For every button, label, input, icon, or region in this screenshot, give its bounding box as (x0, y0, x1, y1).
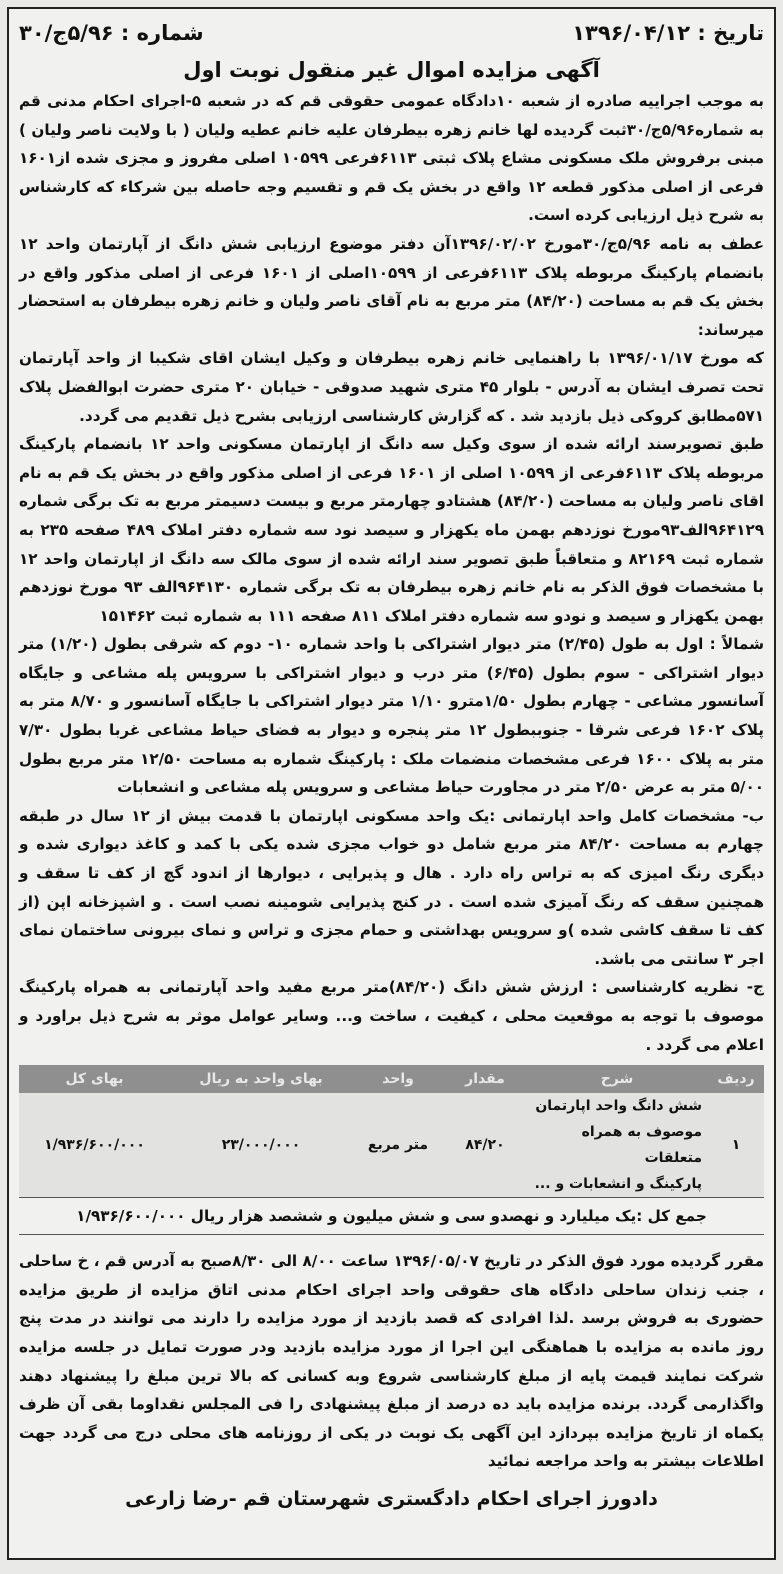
col-header-total: بهای کل (19, 1065, 170, 1093)
paragraph-intro: به موجب اجراییه صادره از شعبه ۱۰دادگاه عمومی حقوقی قم که در شعبه ۵-اجرای احکام مدنی قم به شماره۵/۹۶ج/۳۰ثبت گردیده لها خانم زهره بیطرفان علیه خانم عطیه ولیان ( با ولایت ناصر ولیان ) مبنی برفروش ملک مسکونی مشاع پلاک ثبتی ۶۱۱۳فرعی ۱۰۵۹۹ اصلی مفروز و مجزی شده از۱۶۰۱ فرعی از اصلی مذکور قطعه ۱۲ واقع در بخش یک قم و تقسیم وجه حاصله بین شرکاء که کارشناس به شرح ذیل ارزیابی کرده است. (19, 92, 765, 225)
table-row (19, 1093, 764, 1197)
col-header-description: شرح (526, 1065, 708, 1093)
paragraph-deed: طبق تصویرسند ارائه شده از سوی وکیل سه دانگ از اپارتمان مسکونی واحد ۱۲ بانضمام پارکینگ مربوطه پلاک ۶۱۱۳فرعی از ۱۰۵۹۹ اصلی از ۱۶۰۱ فرعی از اصلی مذکور واقع در بخش یک قم به نام اقای ناصر ولیان به مساحت (۸۴/۲۰) هشتادو چهارمتر مربع و بیست دسیمتر مربع به تک برگی شماره ۹۶۴۱۲۹الف۹۳مورخ نوزدهم بهمن ماه یکهزار و سیصد نود سه شماره دفتر املاک ۴۸۹ صفحه ۲۳۵ به شماره ثبت ۸۲۱۶۹ و متعاقباً طبق تصویر سند ارائه شده از سوی مالک سه دانگ از اپارتمان واحد ۱۲ با مشخصات فوق الذکر به نام خانم زهره بیطرفان به تک برگی شماره ۹۶۴۱۳۰الف ۹۳ مورخ نوزدهم بهمن یکهزار و سیصد و نودو سه شماره دفتر املاک ۸۱۱ صفحه ۱۱۱ به شماره ثبت ۱۵۱۴۶۲ (19, 435, 765, 625)
cell-unit: متر مربع (352, 1093, 444, 1197)
grand-total: جمع کل :یک میلیارد و نهصدو سی و شش میلیون و ششصد هزار ریال ۱/۹۳۶/۶۰۰/۰۰۰ (19, 1197, 764, 1235)
notice-sheet (7, 7, 776, 1560)
notice-body (19, 87, 764, 1059)
header-line (19, 13, 764, 53)
paragraph-specs: ب- مشخصات کامل واحد اپارتمانی :یک واحد مسکونی اپارتمان با قدمت بیش از ۱۲ سال در طبقه چهارم به مساحت ۸۴/۲۰ متر مربع شامل دو خواب مجزی شده یکی با کمد و کاغذ دیواری شده و دیگری رنگ امیزی که به تراس راه دارد . هال و پذیرایی ، دیوارها از اندود گچ از کف تا سقف و همچنین سقف که رنگ آمیزی شده است . در کنج پذیرایی شومینه نصب است . و اشپزخانه اپن (از کف تا سقف کاشی شده )و سرویس بهداشتی و حمام مجزی و تراس و نمای بیرونی ساختمان نمای اجر ۳ سانتی می باشد. (19, 806, 764, 968)
notice-date: تاریخ : ۱۳۹۶/۰۴/۱۲ (572, 21, 764, 45)
desc-line: پارکینگ و انشعابات و ... (534, 1176, 702, 1193)
desc-line: موصوف به همراه متعلقات (581, 1124, 702, 1167)
cell-unit-price: ۲۳/۰۰۰/۰۰۰ (170, 1093, 352, 1197)
cell-quantity: ۸۴/۲۰ (444, 1093, 526, 1197)
notice-title: آگهی مزایده اموال غیر منقول نوبت اول (183, 58, 600, 82)
col-header-quantity: مقدار (444, 1065, 526, 1093)
col-header-unit: واحد (352, 1065, 444, 1093)
valuation-table (19, 1065, 764, 1197)
col-header-unit-price: بهای واحد به ریال (170, 1065, 352, 1093)
col-header-row-no: ردیف (708, 1065, 764, 1093)
paragraph-visit: که مورخ ۱۳۹۶/۰۱/۱۷ با راهنمایی خانم زهره بیطرفان و وکیل ایشان اقای شکیبا از واحد آپارتمان تحت تصرف ایشان به آدرس - بلوار ۴۵ متری شهید صدوقی - خیابان ۲۰ متری حضرت ابوالفضل پلاک ۵۷۱مطابق کروکی ذیل بازدید شد . که گزارش کارشناسی ارزیابی بشرح ذیل تقدیم می گردد. (19, 349, 764, 425)
paragraph-boundaries: شمالاً : اول به طول (۲/۴۵) متر دیوار اشتراکی با واحد شماره ۱۰- دوم که شرقی بطول (۱/۲۰) متر دیوار اشتراکی - سوم بطول (۶/۴۵) متر درب و دیوار اشتراکی با سرویس پله مشاعی و جایگاه آسانسور مشاعی - چهارم بطول ۱/۵۰مترو ۱/۱۰ متر دیوار اشتراکی با جایگاه آسانسور و ۸/۷۰ متر به پلاک ۱۶۰۲ فرعی شرقا - جنوببطول ۱۲ متر پنجره و دیوار به فضای حیاط مشاعی غربا بطول ۷/۳۰ متر به پلاک ۱۶۰۰ فرعی مشخصات منضمات ملک : پارکینگ شماره به مساحت ۱۲/۵۰ متر مربع بطول ۵/۰۰ متر به عرض ۲/۵۰ متر در مجاورت حیاط مشاعی و سرویس پله مشاعی و انشعابات (19, 635, 765, 797)
cell-row-no: ۱ (708, 1093, 764, 1197)
desc-line: شش دانگ واحد اپارتمان (535, 1098, 702, 1115)
cell-description (526, 1093, 708, 1197)
paragraph-auction-details: مقرر گردیده مورد فوق الذکر در تاریخ ۱۳۹۶/۰۵/۰۷ ساعت ۸/۰۰ الی ۸/۳۰صبح به آدرس قم ، خ ساحلی ، جنب زندان ساحلی دادگاه های حقوقی واحد اجرای احکام مدنی اتاق مزایده از طریق مزایده حضوری به فروش برسد .لذا افرادی که قصد بازدید از مورد مزایده را دارند می توانند در مدت پنج روز مانده به مزایده با هماهنگی این اجرا از مورد مزایده بازدید ودر صورت تمایل در جلسه مزایده شرکت نمایند قیمت پایه از مبلغ کارشناسی شروع وبه کسانی که بالا ترین مبلغ را پیشنهاد دهند واگذارمی گردد. برنده مزایده باید ده درصد از مبلغ پیشنهادی را فی المجلس نقداوما بقی آن ظرف یکماه از تاریخ مزایده بپردازد این آگهی یک نوبت در یکی از روزنامه های محلی درج می گردد جهت اطلاعات بیشتر به واحد مراجعه نمائید (19, 1252, 764, 1471)
paragraph-reference: عطف به نامه ۵/۹۶ج/۳۰مورخ ۱۳۹۶/۰۲/۰۲آن دفتر موضوع ارزیابی شش دانگ از آپارتمان واحد ۱۲ بانضمام پارکینگ مربوطه پلاک ۶۱۱۳فرعی از ۱۰۵۹۹اصلی از ۱۶۰۱ فرعی از اصلی مذکور واقع در بخش یک قم به مساحت (۸۴/۲۰) متر مربع به نام آقای ناصر ولیان و خانم زهره بیطرفان به استحضار میرساند: (19, 234, 764, 339)
table-header-row (19, 1065, 764, 1093)
notice-number: شماره : ۵/۹۶ج/۳۰ (19, 21, 204, 45)
paragraph-opinion: ج- نظریه کارشناسی : ارزش شش دانگ (۸۴/۲۰)متر مربع مفید واحد آپارتمانی به همراه پارکینگ موصوف با توجه به موقعیت محلی ، کیفیت ، ساخت و... وسایر عوامل موثر به شرح ذیل براورد و اعلام می گردد . (19, 978, 764, 1054)
signature-line: دادورز اجرای احکام دادگستری شهرستان قم -رضا زارعی (125, 1487, 658, 1510)
cell-total: ۱/۹۳۶/۶۰۰/۰۰۰ (19, 1093, 170, 1197)
